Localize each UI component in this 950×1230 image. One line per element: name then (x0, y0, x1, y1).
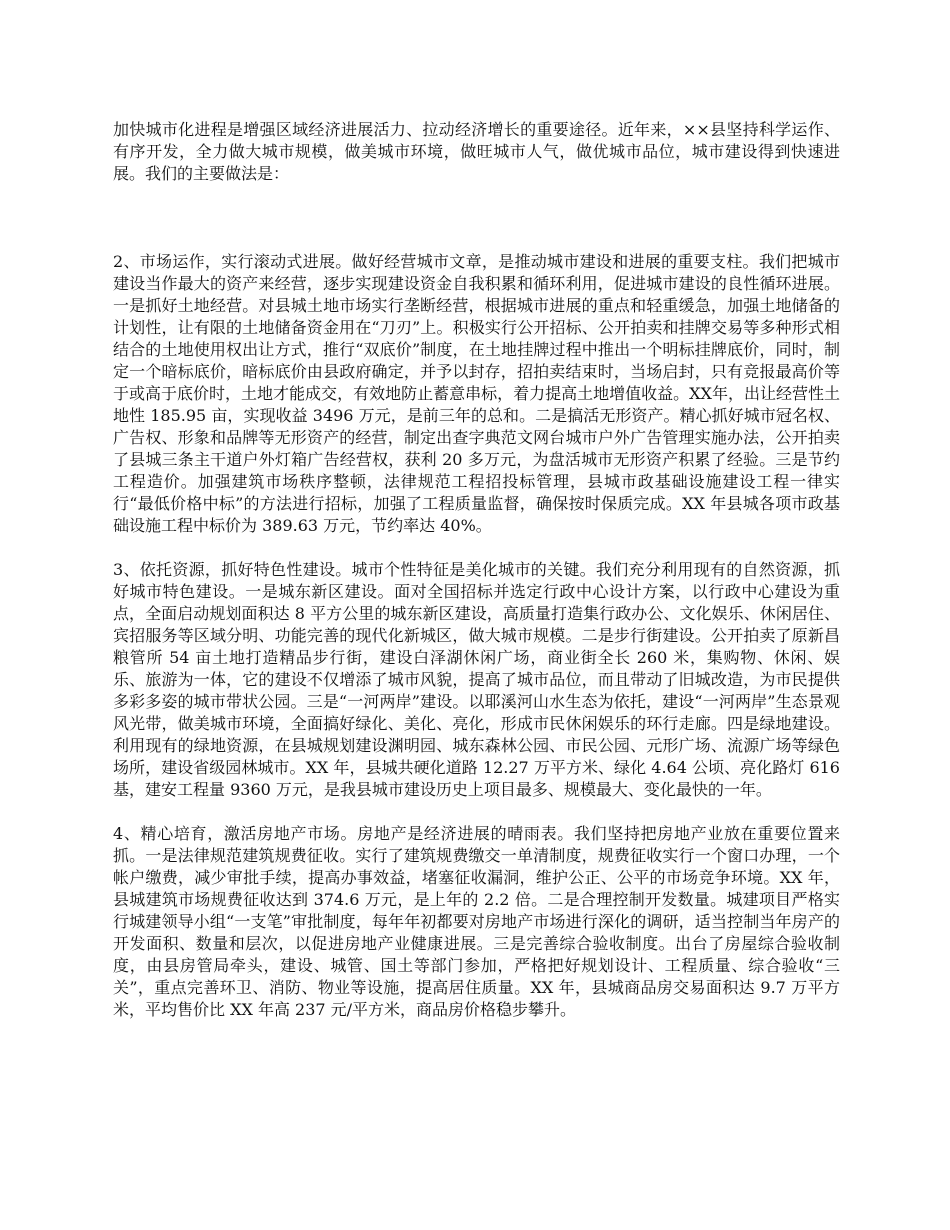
intro-paragraph: 加快城市化进程是增强区域经济进展活力、拉动经济增长的重要途径。近年来，××县坚持科学运作、有序开发，全力做大城市规模，做美城市环境，做旺城市人气，做优城市品位，城市建设得到快速进展。我们的主要做法是： (113, 120, 840, 183)
document-page (113, 119, 840, 1043)
section-2-paragraph: 2、市场运作，实行滚动式进展。做好经营城市文章，是推动城市建设和进展的重要支柱。我们把城市建设当作最大的资产来经营，逐步实现建设资金自我积累和循环利用，促进城市建设的良性循环进展。一是抓好土地经营。对县城土地市场实行垄断经营，根据城市进展的重点和轻重缓急，加强土地储备的计划性，让有限的土地储备资金用在“刀刃”上。积极实行公开招标、公开拍卖和挂牌交易等多种形式相结合的土地使用权出让方式，推行“双底价”制度，在土地挂牌过程中推出一个明标挂牌底价，同时，制定一个暗标底价，暗标底价由县政府确定，并予以封存，招拍卖结束时，当场启封，只有竞报最高价等于或高于底价时，土地才能成交，有效地防止蓄意串标，着力提高土地增值收益。XX年，出让经营性土地性 185.95 亩，实现收益 3496 万元，是前三年的总和。二是搞活无形资产。精心抓好城市冠名权、广告权、形象和品牌等无形资产的经营，制定出查字典范文网台城市户外广告管理实施办法，公开拍卖了县城三条主干道户外灯箱广告经营权，获利 20 多万元，为盘活城市无形资产积累了经验。三是节约工程造价。加强建筑市场秩序整顿，法律规范工程招投标管理，县城市政基础设施建设工程一律实行“最低价格中标”的方法进行招标，加强了工程质量监督，确保按时保质完成。XX 年县城各项市政基础设施工程中标价为 389.63 万元，节约率达 40%。 (113, 252, 840, 535)
section-3-paragraph: 3、依托资源，抓好特色性建设。城市个性特征是美化城市的关键。我们充分利用现有的自然资源，抓好城市特色建设。一是城东新区建设。面对全国招标并选定行政中心设计方案，以行政中心建设为重点，全面启动规划面积达 8 平方公里的城东新区建设，高质量打造集行政办公、文化娱乐、休闲居住、宾招服务等区域分明、功能完善的现代化新城区，做大城市规模。二是步行街建设。公开拍卖了原新昌粮管所 54 亩土地打造精品步行街，建设白泽湖休闲广场，商业街全长 260 米，集购物、休闲、娱乐、旅游为一体，它的建设不仅增添了城市风貌，提高了城市品位，而且带动了旧城改造，为市民提供多彩多姿的城市带状公园。三是“一河两岸”建设。以耶溪河山水生态为依托，建设“一河两岸”生态景观风光带，做美城市环境，全面搞好绿化、美化、亮化，形成市民休闲娱乐的环行走廊。四是绿地建设。利用现有的绿地资源，在县城规划建设渊明园、城东森林公园、市民公园、元形广场、流源广场等绿色场所，建设省级园林城市。XX 年，县城共硬化道路 12.27 万平方米、绿化 4.64 公顷、亮化路灯 616 基，建安工程量 9360 万元，是我县城市建设历史上项目最多、规模最大、变化最快的一年。 (113, 560, 840, 799)
section-4-paragraph: 4、精心培育，激活房地产市场。房地产是经济进展的晴雨表。我们坚持把房地产业放在重要位置来抓。一是法律规范建筑规费征收。实行了建筑规费缴交一单清制度，规费征收实行一个窗口办理，一个帐户缴费，减少审批手续，提高办事效益，堵塞征收漏洞，维护公正、公平的市场竞争环境。XX 年，县城建筑市场规费征收达到 374.6 万元，是上年的 2.2 倍。二是合理控制开发数量。城建项目严格实行城建领导小组“一支笔”审批制度，每年年初都要对房地产市场进行深化的调研，适当控制当年房产的开发面积、数量和层次，以促进房地产业健康进展。三是完善综合验收制度。出台了房屋综合验收制度，由县房管局牵头，建设、城管、国土等部门参加，严格把好规划设计、工程质量、综合验收“三关”，重点完善环卫、消防、物业等设施，提高居住质量。XX 年，县城商品房交易面积达 9.7 万平方米，平均售价比 XX 年高 237 元/平方米，商品房价格稳步攀升。 (113, 824, 840, 1019)
